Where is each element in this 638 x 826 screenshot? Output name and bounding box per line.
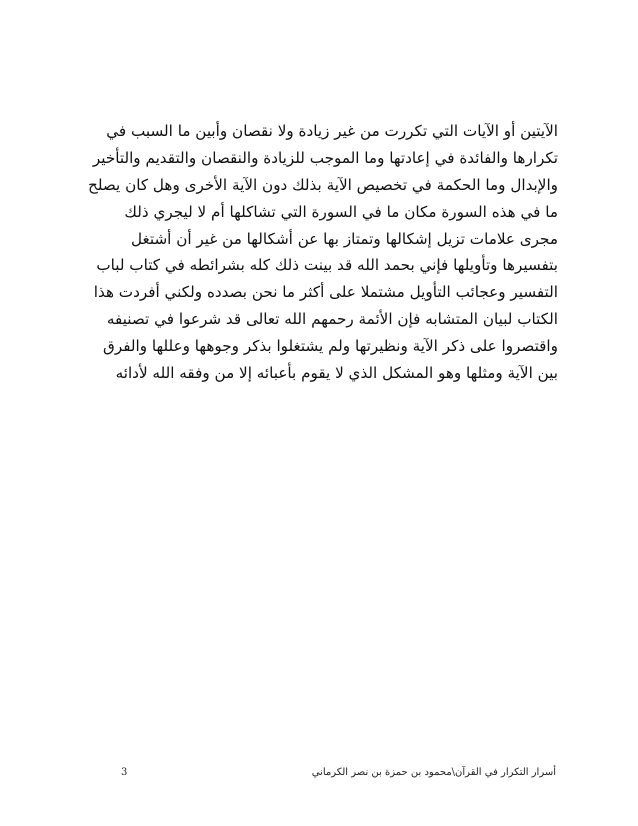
text-line: مجرى علامات تزيل إشكالها وتمتاز بها عن أشكالها من غير أن أشتغل <box>131 229 558 248</box>
text-line: التفسير وعجائب التأويل مشتملا على أكثر ما نحن بصدده ولكني أفردت هذا <box>93 283 558 302</box>
text-line: ما في هذه السورة مكان ما في السورة التي تشاكلها أم لا ليجري ذلك <box>124 202 558 221</box>
text-line: الكتاب لبيان المتشابه فإن الأئمة رحمهم الله تعالى قد شرعوا في تصنيفه <box>106 310 558 329</box>
page-footer <box>116 764 556 782</box>
page-number: 3 <box>121 767 128 778</box>
text-line: بتفسيرها وتأويلها فإني بحمد الله قد بينت ذلك كله بشرائطه في كتاب لباب <box>96 256 558 275</box>
footer-title: أسرار التكرار في القرآن\محمود بن حمزة بن نصر الكرماني <box>311 767 556 778</box>
text-line: بين الآية ومثلها وهو المشكل الذي لا يقوم بأعبائه إلا من وفقه الله لأدائه <box>115 364 558 383</box>
text-line: تكرارها والفائدة في إعادتها وما الموجب للزيادة والنقصان والتقديم والتأخير <box>92 148 558 167</box>
text-line: والإبدال وما الحكمة في تخصيص الآية بذلك دون الآية الأخرى وهل كان يصلح <box>88 175 558 194</box>
body-text <box>88 118 558 387</box>
text-line: واقتصروا على ذكر الآية ونظيرتها ولم يشتغلوا بذكر وجوهها وعللها والفرق <box>103 337 558 356</box>
text-line: الآيتين أو الآيات التي تكررت من غير زيادة ولا نقصان وأبين ما السبب في <box>106 122 558 140</box>
